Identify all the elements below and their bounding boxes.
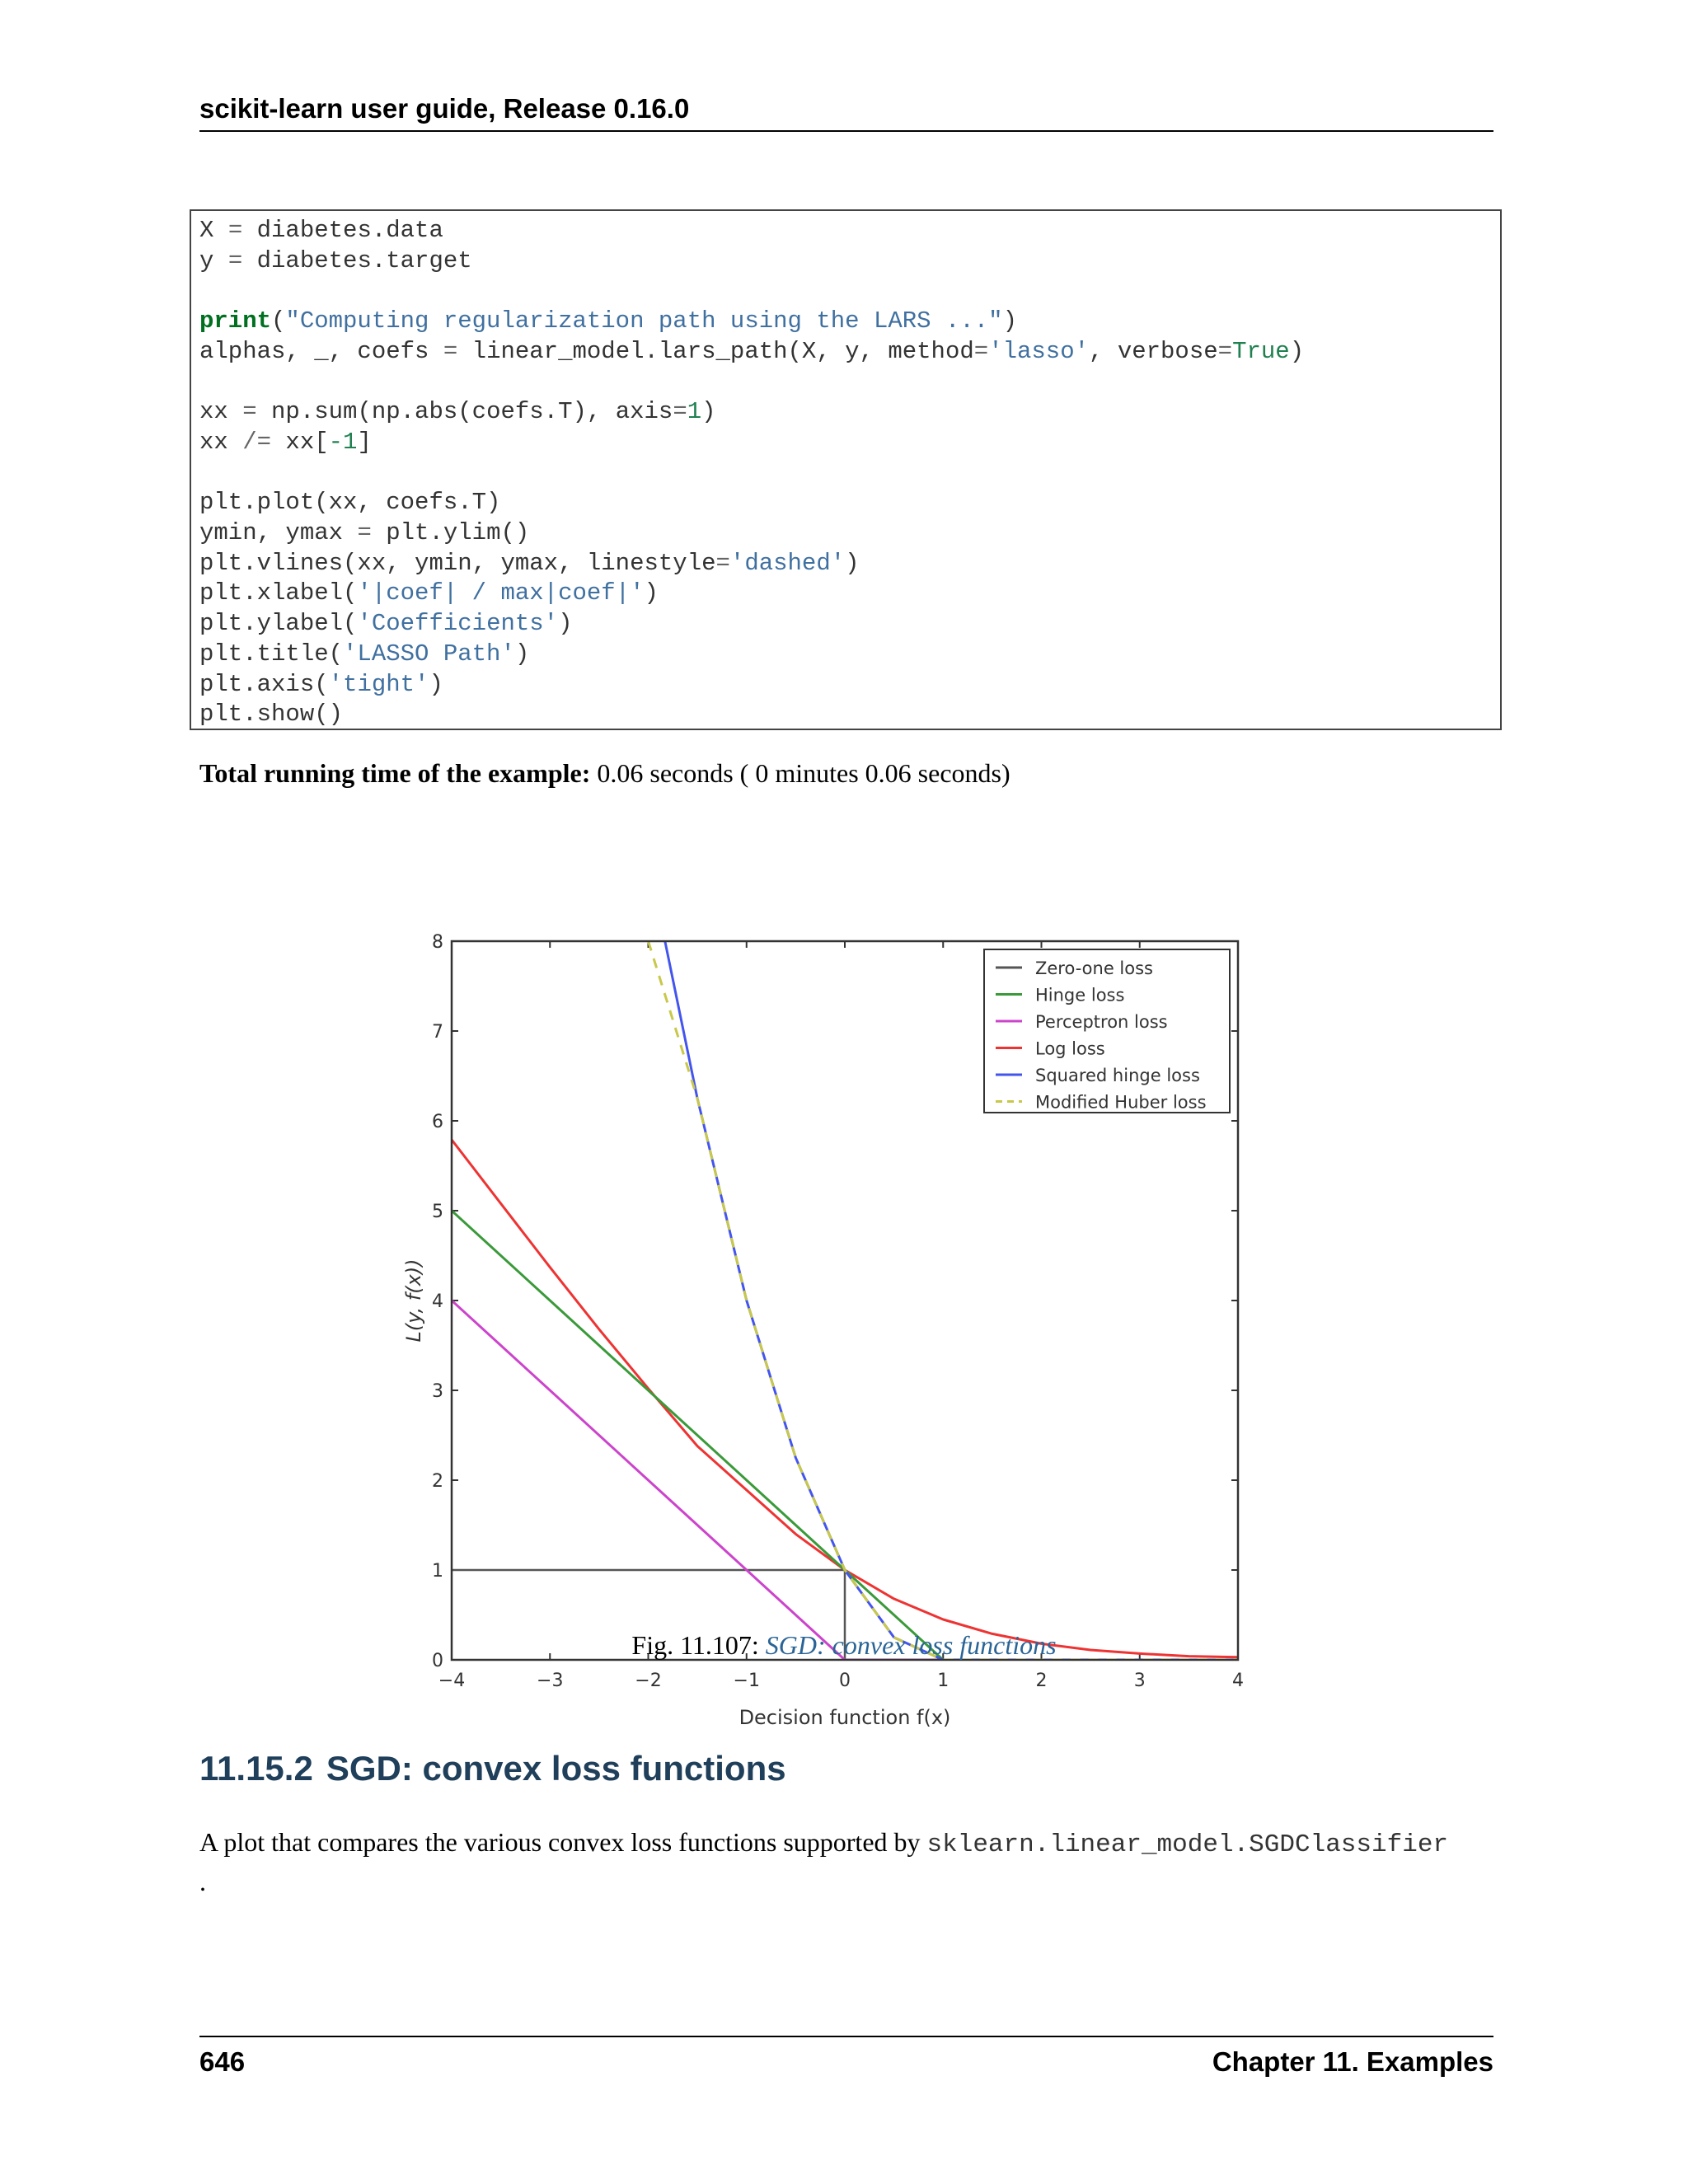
x-tick-label: 2 [1035, 1671, 1048, 1691]
code-token: 'lasso' [988, 337, 1090, 365]
code-token: ] [357, 428, 372, 456]
code-token: np.sum(np.abs(coefs.T), axis [256, 398, 673, 426]
x-tick-label: −2 [635, 1671, 662, 1691]
code-token: = [242, 398, 257, 426]
y-tick-label: 0 [432, 1651, 443, 1671]
code-token: y [199, 246, 228, 274]
body-paragraph [199, 1824, 1502, 1900]
code-token: = [227, 246, 243, 274]
code-token: True [1232, 337, 1290, 365]
y-tick-label: 4 [432, 1291, 443, 1312]
code-token: "Computing regularization path using the LARS ..." [285, 307, 1003, 335]
y-tick-label: 3 [432, 1381, 443, 1402]
code-token: ) [514, 640, 530, 668]
code-token: = [443, 337, 458, 365]
y-tick-label: 1 [432, 1561, 443, 1582]
code-token: 'LASSO Path' [343, 640, 515, 668]
code-token: = [227, 217, 243, 244]
code-line [199, 671, 443, 698]
code-line [199, 247, 472, 274]
classifier-code[interactable]: sklearn.linear_model.SGDClassifier [926, 1830, 1449, 1859]
legend-label: Modified Huber loss [1035, 1092, 1207, 1113]
code-token: xx [199, 398, 243, 426]
y-tick-label: 8 [432, 932, 443, 953]
code-line [199, 489, 500, 516]
code-token: = [357, 519, 372, 547]
legend-label: Hinge loss [1035, 985, 1125, 1005]
caption-link[interactable]: SGD: convex loss functions [765, 1630, 1057, 1660]
code-token: print [199, 307, 272, 335]
code-token: ) [644, 579, 659, 607]
code-token: plt.plot(xx, coefs.T) [199, 489, 501, 517]
x-tick-label: 0 [839, 1671, 851, 1691]
legend-label: Zero-one loss [1035, 958, 1154, 978]
code-line [199, 217, 443, 244]
legend-label: Perceptron loss [1035, 1012, 1168, 1032]
code-line [199, 338, 1304, 365]
code-token: -1 [328, 428, 358, 456]
code-token: ymin, ymax [199, 519, 358, 547]
y-tick-label: 2 [432, 1471, 443, 1492]
code-token: plt.ylim() [371, 519, 530, 547]
footer-rule [199, 2036, 1493, 2037]
code-line [199, 640, 529, 668]
page-number: 646 [199, 2046, 246, 2077]
code-line [199, 429, 372, 456]
running-time-value: 0.06 seconds ( 0 minutes 0.06 seconds) [590, 758, 1010, 788]
legend-label: Squared hinge loss [1035, 1066, 1200, 1085]
code-line [199, 610, 572, 637]
x-tick-label: −4 [438, 1671, 466, 1691]
code-line [199, 579, 659, 607]
y-tick-label: 7 [432, 1022, 443, 1043]
code-line [199, 701, 343, 728]
code-token: 'Coefficients' [357, 610, 559, 638]
code-token: = [1217, 337, 1233, 365]
code-token: = [715, 549, 730, 577]
code-token: plt.ylabel( [199, 610, 358, 638]
section-title: SGD: convex loss functions [326, 1749, 786, 1788]
code-token: alphas, _, coefs [199, 337, 443, 365]
code-token: , verbose [1089, 337, 1218, 365]
code-token: plt.vlines(xx, ymin, ymax, linestyle [199, 549, 716, 577]
caption-prefix: Fig. 11.107: [631, 1630, 766, 1660]
code-token: /= [242, 428, 272, 456]
section-number: 11.15.2 [199, 1749, 313, 1788]
code-token: ) [845, 549, 860, 577]
figure-caption [0, 1629, 1688, 1661]
code-token: diabetes.target [242, 246, 472, 274]
code-token: X [199, 217, 228, 244]
chapter-label: Chapter 11. Examples [1212, 2046, 1493, 2077]
code-token: ( [271, 307, 286, 335]
code-token: diabetes.data [242, 217, 443, 244]
code-token: plt.title( [199, 640, 344, 668]
code-token: ) [1289, 337, 1305, 365]
x-tick-label: −3 [537, 1671, 564, 1691]
x-axis-label: Decision function f(x) [738, 1706, 951, 1729]
x-tick-label: 4 [1232, 1671, 1244, 1691]
code-token: 1 [687, 398, 702, 426]
code-token: ) [701, 398, 716, 426]
x-tick-label: −1 [733, 1671, 760, 1691]
code-block [190, 209, 1502, 730]
code-token: ) [558, 610, 573, 638]
code-token: ) [1002, 307, 1017, 335]
x-tick-label: 3 [1133, 1671, 1146, 1691]
code-token: plt.axis( [199, 670, 329, 698]
body-text: A plot that compares the various convex loss functions supported by [199, 1827, 927, 1857]
section-heading [199, 1747, 786, 1790]
code-line [199, 307, 1017, 335]
code-token: plt.xlabel( [199, 579, 358, 607]
code-listing [199, 216, 1492, 730]
code-token: plt.show() [199, 701, 344, 729]
code-token: = [973, 337, 989, 365]
y-tick-label: 5 [432, 1202, 443, 1222]
code-line [199, 398, 716, 425]
code-token: = [673, 398, 687, 426]
code-token: xx[ [271, 428, 329, 456]
x-tick-label: 1 [937, 1671, 950, 1691]
running-header-title: scikit-learn user guide, Release 0.16.0 [199, 93, 690, 124]
code-line [199, 519, 529, 546]
code-token: '|coef| / max|coef|' [357, 579, 645, 607]
y-axis-label: L(y, f(x)) [402, 1258, 425, 1343]
code-token: linear_model.lars_path(X, y, method [457, 337, 974, 365]
body-tail: . [199, 1867, 206, 1896]
code-line [199, 550, 860, 577]
running-time-note [199, 757, 1010, 790]
legend-label: Log loss [1035, 1038, 1105, 1059]
code-token: ) [429, 670, 443, 698]
header-rule [199, 130, 1493, 132]
running-time-label: Total running time of the example: [199, 758, 591, 788]
y-tick-label: 6 [432, 1112, 443, 1132]
code-token: xx [199, 428, 243, 456]
code-token: 'tight' [328, 670, 429, 698]
code-token: 'dashed' [729, 549, 846, 577]
